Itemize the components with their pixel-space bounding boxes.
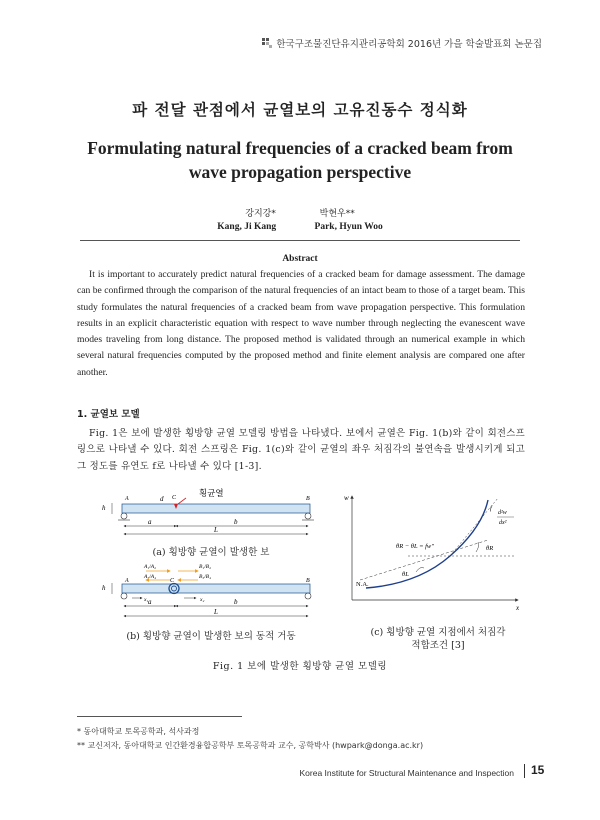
authors-english xyxy=(0,222,600,232)
label-L: L xyxy=(214,526,218,534)
caption-b: (b) 횡방향 균열이 발생한 보의 동적 거동 xyxy=(126,631,296,642)
label-NA: N.A. xyxy=(356,581,369,588)
authors-korean xyxy=(0,206,600,219)
journal-name: 한국구조물진단유지관리공학회 2016년 가을 학술발표회 논문집 xyxy=(276,39,542,50)
caption-c xyxy=(338,626,538,652)
label-thetaL: θL xyxy=(402,571,409,578)
section-text: Fig. 1은 보에 발생한 횡방향 균열 모델링 방법을 나타냈다. 보에서 균열은 Fig. 1(b)와 같이 회전스프링으로 나타낼 수 있다. 회전 스프링은 Fig. 1(c)와 같이 균열의 좌우 처짐각의 불연속을 발생시키게 되고 그 정도를 유연도 f로 나타낼 수 있다 [1-3]. xyxy=(77,428,525,472)
divider xyxy=(80,240,520,241)
label-C-b: C xyxy=(170,578,175,584)
beam-a xyxy=(122,504,310,513)
label-B: B xyxy=(306,496,310,502)
footnote-divider xyxy=(77,716,242,717)
label-B1B2: B₁/B₂ xyxy=(199,564,212,570)
journal-header xyxy=(262,36,542,50)
label-d2w: d²w xyxy=(498,510,507,516)
beam-b xyxy=(122,584,310,593)
author-1-en: Kang, Ji Kang xyxy=(217,222,277,232)
figure-c-slope-compatibility xyxy=(338,488,528,618)
title-english-line2: wave propagation perspective xyxy=(188,162,412,182)
label-h: h xyxy=(102,504,106,512)
title-english xyxy=(0,136,600,184)
label-h-b: h xyxy=(102,584,106,592)
label-b: b xyxy=(234,518,238,526)
label-w: w xyxy=(344,494,349,502)
label-A: A xyxy=(125,496,129,502)
title-english-line1: Formulating natural frequencies of a cracked beam from xyxy=(87,138,513,158)
label-A1A2: A₁/A₂ xyxy=(144,564,157,570)
label-A3A4: A₃/A₄ xyxy=(144,574,157,580)
figure-b-dynamic-behavior xyxy=(96,560,326,626)
footnote-1: * 동아대학교 토목공학과, 석사과정 xyxy=(77,727,200,736)
label-a: a xyxy=(148,518,152,526)
label-f: f xyxy=(490,505,492,512)
page-number: 15 xyxy=(531,763,545,777)
label-B-b: B xyxy=(306,578,310,584)
label-dx2: dx² xyxy=(499,520,507,526)
caption-c-line2: 적합조건 [3] xyxy=(411,640,465,651)
dots-icon xyxy=(262,38,272,48)
figure-caption: Fig. 1 보에 발생한 횡방향 균열 모델링 xyxy=(212,661,388,672)
label-b-b: b xyxy=(234,598,238,606)
label-x1: x₁ xyxy=(144,597,149,603)
abstract-text: It is important to accurately predict natural frequencies of a cracked beam for damage assessment. The damage can be confirmed through the comparison of the natural frequencies of an intact beam to those of a target beam. This study formulates the natural frequencies of a cracked beam from wave propagation perspective. This formulation results in an explicit characteristic equation with respect to wave number through neglecting the evanescent wave modes traveling from long distance. The proposed method is validated through an numerical example in which several natural frequencies computed by the proposed method and finite element analysis are compared one after another. xyxy=(77,269,525,378)
label-C: C xyxy=(172,495,177,501)
label-L-b: L xyxy=(214,608,218,616)
label-B3B4: B₃/B₄ xyxy=(199,574,212,580)
abstract-title: Abstract xyxy=(282,254,318,264)
label-A-b: A xyxy=(125,578,129,584)
author-2-en: Park, Hyun Woo xyxy=(314,222,383,232)
section-heading: 1. 균열보 모델 xyxy=(77,409,140,420)
label-thetaR: θR xyxy=(486,545,494,552)
title-korean: 파 전달 관점에서 균열보의 고유진동수 정식화 xyxy=(132,101,468,119)
label-eq: θR − θL = fw″ xyxy=(396,543,434,550)
footer-institute: Korea Institute for Structural Maintenance and Inspection xyxy=(299,768,514,778)
label-a-b: a xyxy=(148,598,152,606)
label-x: x xyxy=(516,604,520,612)
author-1-ko: 강지강* xyxy=(245,209,276,219)
label-crack: 횡균열 xyxy=(199,488,224,498)
caption-c-line1: (c) 횡방향 균열 지점에서 처짐각 xyxy=(370,627,506,638)
label-x2: x₂ xyxy=(200,597,205,603)
footnote-2: ** 교신저자, 동아대학교 인간환경융합공학부 토목공학과 교수, 공학박사 (hwpark@donga.ac.kr) xyxy=(77,741,424,750)
footer-divider xyxy=(524,764,525,778)
label-d: d xyxy=(160,495,164,503)
author-2-ko: 박현우** xyxy=(319,209,355,219)
caption-a: (a) 횡방향 균열이 발생한 보 xyxy=(152,547,270,558)
